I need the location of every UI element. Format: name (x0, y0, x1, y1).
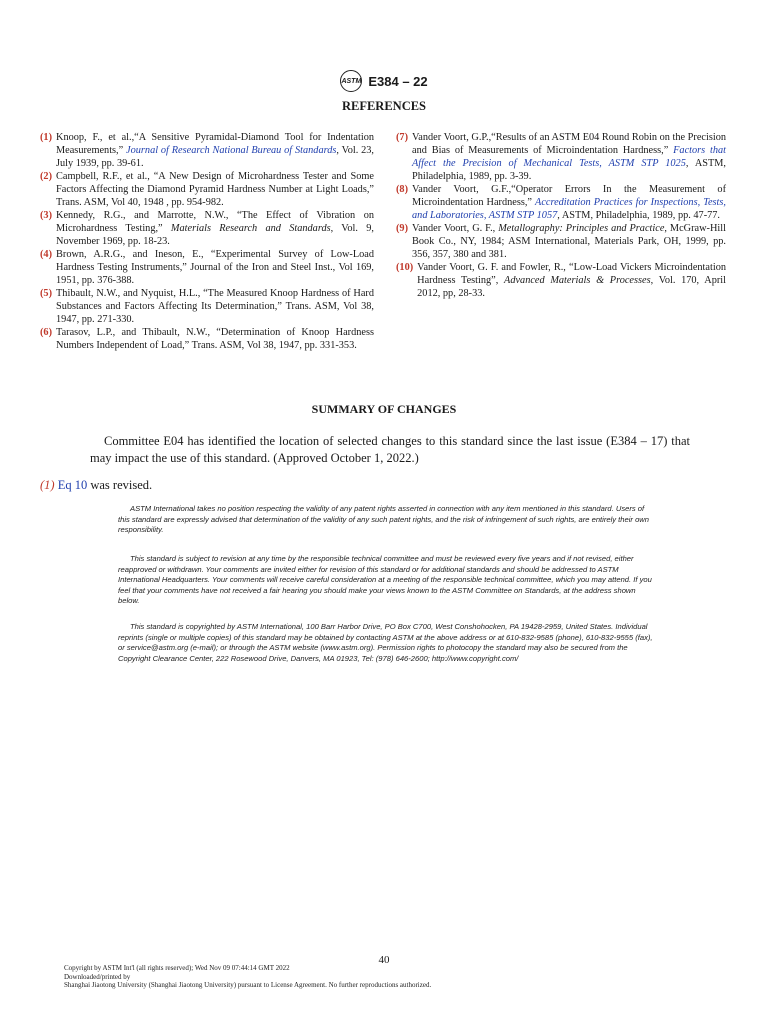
reference-citation: Vander Voort, G.F.,“Operator Errors In the Measurement of Microindentation Hardness,” (412, 184, 726, 208)
reference-item (396, 131, 726, 183)
reference-item (396, 183, 726, 222)
reference-details: , Vol. 23, July 1939, pp. 39-61. (56, 145, 374, 169)
references-left-column (40, 131, 374, 352)
reference-citation: Vander Voort, G. F., (412, 223, 499, 234)
reference-details: , Vol. 9, November 1969, pp. 18-23. (56, 223, 374, 247)
reference-item (40, 170, 374, 209)
reference-text (56, 209, 374, 248)
reference-text (417, 261, 726, 300)
revision-notice: This standard is subject to revision at any time by the responsible technical committee and must be reviewed every five years and if not revised, either reapproved or withdrawn. Your comments are invited either for revision of this standard or for additional standards and should be addressed to ASTM International Headquarters. Your comments will receive careful consideration at a meeting of the responsible technical committee, which you may attend. If you feel that your comments have not received a fair hearing you should make your views known to the ASTM Committee on Standards, at the address shown below. (118, 554, 652, 605)
reference-number: (10) (396, 262, 414, 273)
reference-details: , ASTM, Philadelphia, 1989, pp. 3-39. (412, 158, 727, 182)
reference-text (56, 170, 374, 209)
copyright-line: Copyright by ASTM Int'l (all rights reserved); Wed Nov 09 07:44:14 GMT 2022 (64, 964, 290, 972)
reference-citation: Knoop, F., et al.,“A Sensitive Pyramidal-Diamond Tool for Indentation Measurements,” (56, 132, 374, 156)
summary-heading: SUMMARY OF CHANGES (311, 402, 457, 416)
reference-number: (6) (40, 327, 53, 338)
reference-text (412, 183, 726, 222)
standard-designation: E384 – 22 (368, 73, 428, 89)
copyright-line: Downloaded/printed by (64, 972, 131, 981)
reference-citation: Vander Voort, G. F. and Fowler, R., “Low-Load Vickers Microindentation Hardness Testing”, (417, 262, 726, 286)
reference-number: (1) (40, 132, 53, 143)
change-number: (1) (40, 478, 55, 492)
reference-text (412, 222, 726, 261)
reference-item (40, 209, 374, 248)
reference-details: , McGraw-Hill Book Co., NY, 1984; ASM International, Materials Park, OH, 1999, pp. 356, 357, 380 and 381. (412, 223, 726, 260)
reference-text (56, 131, 374, 170)
change-item (40, 478, 152, 493)
reference-link[interactable]: Accreditation Practices for Inspections, Tests, and Laboratories, ASTM STP 1057 (412, 197, 726, 221)
reference-details: , ASTM, Philadelphia, 1989, pp. 47-77. (557, 210, 720, 221)
copyright-line: Shanghai Jiaotong University (Shanghai Jiaotong University) pursuant to License Agreement. No further reproductions authorized. (64, 981, 432, 989)
reference-number: (2) (40, 171, 53, 182)
reference-citation: Kennedy, R.G., and Marrotte, N.W., “The Effect of Vibration on Microhardness Testing,” (56, 210, 374, 234)
reference-number: (9) (396, 223, 409, 234)
page-number: 40 (378, 954, 390, 966)
reference-journal: Advanced Materials & Processes (504, 275, 651, 286)
reference-citation: Thibault, N.W., and Nyquist, H.L., “The Measured Knoop Hardness of Hard Substances and Factors Affecting Its Determination,” Trans. ASM, Vol 38, 1947, pp. 271-330. (56, 288, 374, 325)
astm-logo-icon: ASTM (340, 70, 362, 92)
references-heading: REFERENCES (341, 99, 427, 113)
copyright-notice: This standard is copyrighted by ASTM International, 100 Barr Harbor Drive, PO Box C700, West Conshohocken, PA 19428-2959, United States. Individual reprints (single or multiple copies) of this standard may be obtained by contacting ASTM at the above address or at 610-832-9585 (phone), 610-832-9555 (fax), or service@astm.org (e-mail); or through the ASTM website (www.astm.org). Permission rights to photocopy the standard may also be secured from the Copyright Clearance Center, 222 Rosewood Drive, Danvers, MA 01923, Tel: (978) 646-2600; http://www.copyright.com/ (118, 622, 653, 663)
reference-citation: Vander Voort, G.P.,“Results of an ASTM E04 Round Robin on the Precision and Bias of Measurements of Microindentation Hardness,” (412, 132, 726, 156)
reference-text (412, 131, 726, 183)
reference-link[interactable]: Journal of Research National Bureau of Standards (126, 145, 337, 156)
reference-citation: Tarasov, L.P., and Thibault, N.W., “Determination of Knoop Hardness Numbers Independent of Load,” Trans. ASM, Vol 38, 1947, pp. 331-353. (56, 327, 374, 351)
copyright-footer (64, 964, 564, 990)
reference-citation: Campbell, R.F., et al., “A New Design of Microhardness Tester and Some Factors Affecting the Diamond Pyramid Hardness Number at Light Loads,” Trans. ASM, Vol 40, 1948 , pp. 954-982. (56, 171, 374, 208)
reference-item (396, 222, 726, 261)
reference-details: , Vol. 170, April 2012, pp, 28-33. (417, 275, 727, 299)
reference-item (40, 248, 374, 287)
references-right-column (396, 131, 726, 300)
reference-journal: Metallography: Principles and Practice (498, 223, 665, 234)
change-description: was revised. (87, 478, 153, 492)
reference-number: (3) (40, 210, 53, 221)
page-header (0, 70, 768, 92)
reference-item (40, 287, 374, 326)
reference-number: (5) (40, 288, 53, 299)
reference-text (56, 248, 374, 287)
reference-item (40, 131, 374, 170)
reference-link[interactable]: Factors that Affect the Precision of Mechanical Tests, ASTM STP 1025 (412, 145, 726, 169)
reference-text (56, 326, 374, 352)
reference-number: (8) (396, 184, 409, 195)
reference-item (396, 261, 726, 300)
equation-link[interactable]: Eq 10 (57, 478, 88, 492)
reference-number: (7) (396, 132, 409, 143)
reference-text (56, 287, 374, 326)
summary-paragraph: Committee E04 has identified the location of selected changes to this standard since the last issue (E384 – 17) that may impact the use of this standard. (Approved October 1, 2022.) (90, 434, 690, 465)
patent-notice: ASTM International takes no position respecting the validity of any patent rights asserted in connection with any item mentioned in this standard. Users of this standard are expressly advised that determination of the validity of any such patent rights, and the risk of infringement of such rights, are entirely their own responsibility. (118, 504, 649, 534)
reference-journal: Materials Research and Standards (170, 223, 331, 234)
reference-citation: Brown, A.R.G., and Ineson, E., “Experimental Survey of Low-Load Hardness Testing Instruments,” Journal of the Iron and Steel Inst., Vol 169, 1951, pp. 376-388. (56, 249, 374, 286)
reference-item (40, 326, 374, 352)
reference-number: (4) (40, 249, 53, 260)
